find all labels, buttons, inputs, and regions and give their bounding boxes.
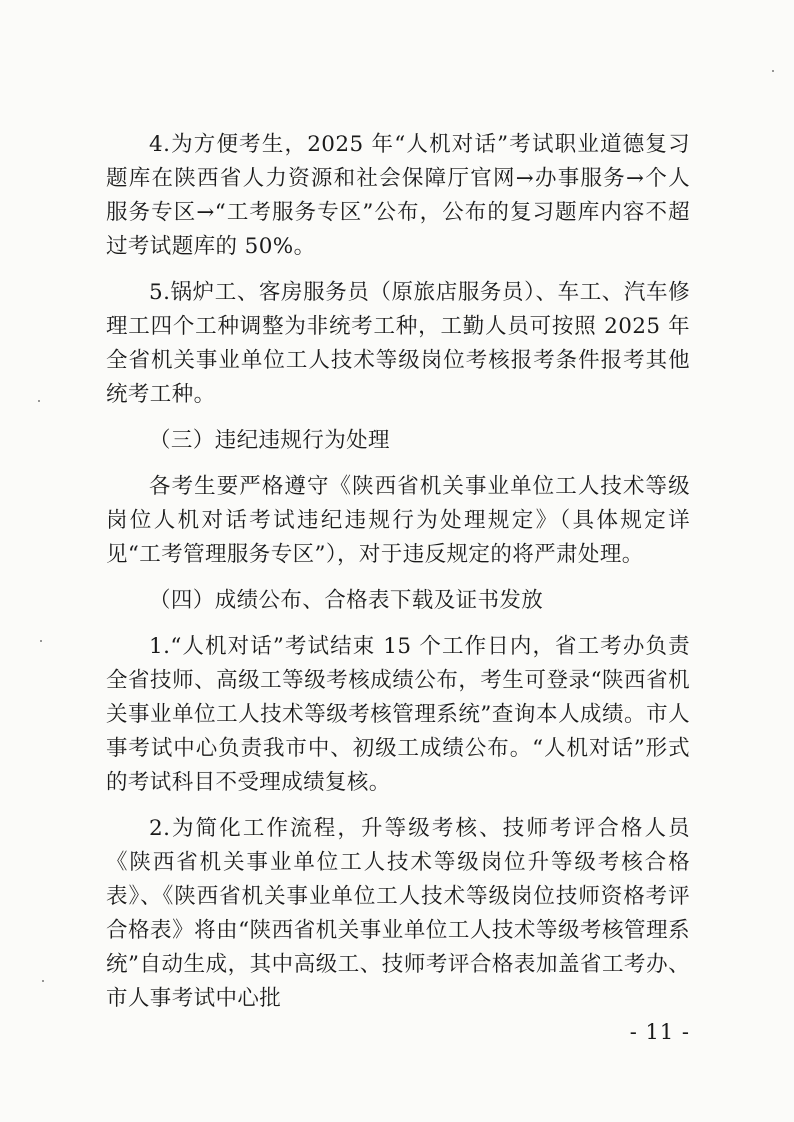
- scan-speck: [42, 980, 44, 982]
- paragraph-violation-rules: 各考生要严格遵守《陕西省机关事业单位工人技术等级岗位人机对话考试违纪违规行为处理规定》（具体规定详见“工考管理服务专区”），对于违反规定的将严肃处理。: [106, 474, 690, 567]
- scan-speck: [38, 400, 40, 402]
- scan-speck: [40, 640, 42, 642]
- scan-speck: [772, 70, 774, 72]
- section-heading-violations: （三）违纪违规行为处理: [149, 428, 390, 453]
- document-body: [106, 128, 690, 1016]
- section-heading-results: （四）成绩公布、合格表下载及证书发放: [149, 588, 544, 613]
- page-number: - 11 -: [629, 1020, 690, 1044]
- paragraph-results-1: 1.“人机对话”考试结束 15 个工作日内，省工考办负责全省技师、高级工等级考核成绩公布，考生可登录“陕西省机关事业单位工人技术等级考核管理系统”查询本人成绩。市人事考试中心负责我市中、初级工成绩公布。“人机对话”形式的考试科目不受理成绩复核。: [106, 634, 690, 795]
- paragraph-item-5: 5.锅炉工、客房服务员（原旅店服务员）、车工、汽车修理工四个工种调整为非统考工种，工勤人员可按照 2025 年全省机关事业单位工人技术等级岗位考核报考条件报考其他统考工种。: [106, 280, 690, 407]
- paragraph-results-2: 2.为简化工作流程，升等级考核、技师考评合格人员《陕西省机关事业单位工人技术等级岗位升等级考核合格表》、《陕西省机关事业单位工人技术等级岗位技师资格考评合格表》将由“陕西省机关事业单位工人技术等级考核管理系统”自动生成，其中高级工、技师考评合格表加盖省工考办、市人事考试中心批: [106, 816, 690, 1011]
- paragraph-item-4: 4.为方便考生，2025 年“人机对话”考试职业道德复习题库在陕西省人力资源和社会保障厅官网→办事服务→个人服务专区→“工考服务专区”公布，公布的复习题库内容不超过考试题库的 50%。: [106, 132, 690, 259]
